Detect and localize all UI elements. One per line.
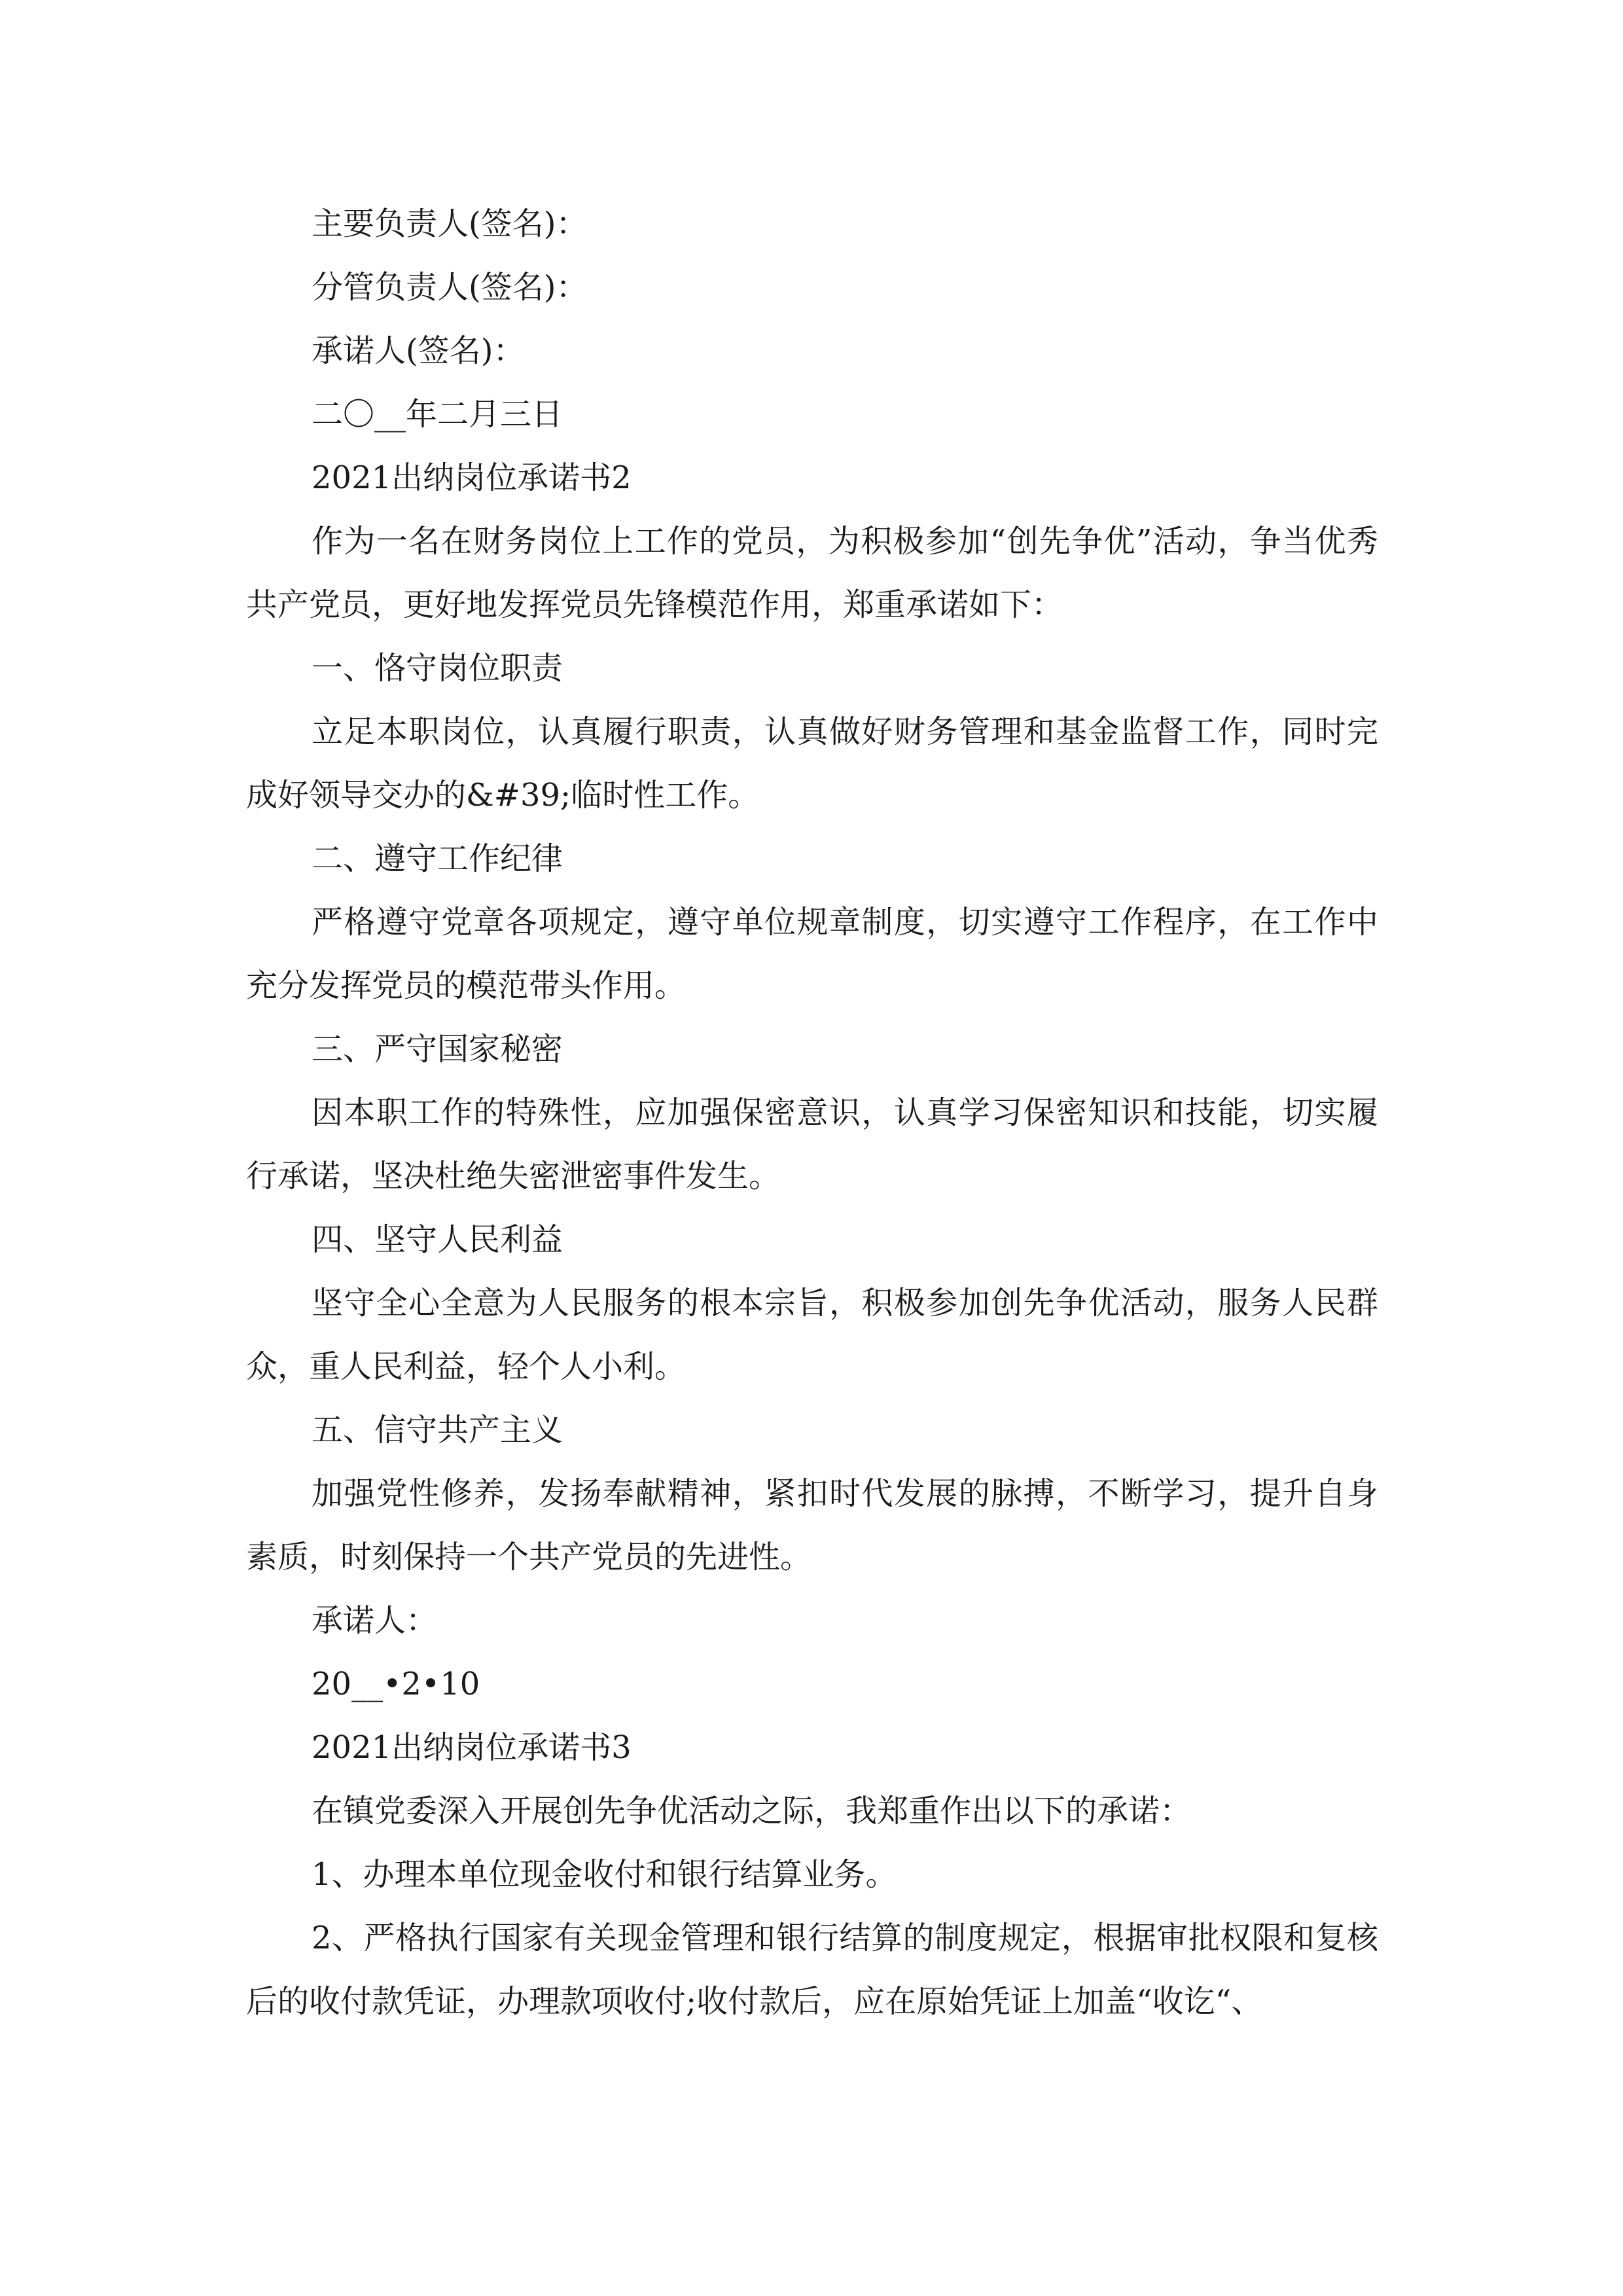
list-item: 2、严格执行国家有关现金管理和银行结算的制度规定，根据审批权限和复核后的收付款凭证，办理款项收付;收付款后，应在原始凭证上加盖“收讫“、 (246, 1920, 1378, 2020)
section-title: 2021出纳岗位承诺书3 (312, 1729, 632, 1766)
item-body: 立足本职岗位，认真履行职责，认真做好财务管理和基金监督工作，同时完成好领导交办的&#39;临时性工作。 (246, 713, 1378, 814)
item-body: 加强党性修养，发扬奉献精神，紧扣时代发展的脉搏，不断学习，提升自身素质，时刻保持一个共产党员的先进性。 (246, 1475, 1378, 1575)
promisor-signature: 承诺人(签名)： (312, 332, 525, 369)
document-body (246, 192, 1378, 2034)
promisor-label: 承诺人： (312, 1602, 438, 1639)
item-heading: 三、严守国家秘密 (312, 1031, 563, 1067)
promise-date: 20__•2•10 (312, 1666, 480, 1702)
item-body: 严格遵守党章各项规定，遵守单位规章制度，切实遵守工作程序，在工作中充分发挥党员的模范带头作用。 (246, 904, 1378, 1004)
main-lead-signature: 主要负责人(签名)： (312, 206, 588, 242)
item-heading: 二、遵守工作纪律 (312, 840, 563, 877)
item-body: 坚守全心全意为人民服务的根本宗旨，积极参加创先争优活动，服务人民群众，重人民利益，轻个人小利。 (246, 1285, 1378, 1385)
signature-date: 二〇__年二月三日 (312, 396, 563, 433)
item-body: 因本职工作的特殊性，应加强保密意识，认真学习保密知识和技能，切实履行承诺，坚决杜绝失密泄密事件发生。 (246, 1094, 1378, 1194)
item-heading: 一、恪守岗位职责 (312, 650, 563, 687)
section-title: 2021出纳岗位承诺书2 (312, 459, 632, 496)
section-intro: 作为一名在财务岗位上工作的党员，为积极参加“创先争优”活动，争当优秀共产党员，更好地发挥党员先锋模范作用，郑重承诺如下： (246, 523, 1378, 623)
section-intro: 在镇党委深入开展创先争优活动之际，我郑重作出以下的承诺： (312, 1793, 1192, 1829)
deputy-lead-signature: 分管负责人(签名)： (312, 269, 588, 306)
item-heading: 四、坚守人民利益 (312, 1221, 563, 1258)
list-item: 1、办理本单位现金收付和银行结算业务。 (312, 1856, 897, 1893)
item-heading: 五、信守共产主义 (312, 1412, 563, 1448)
